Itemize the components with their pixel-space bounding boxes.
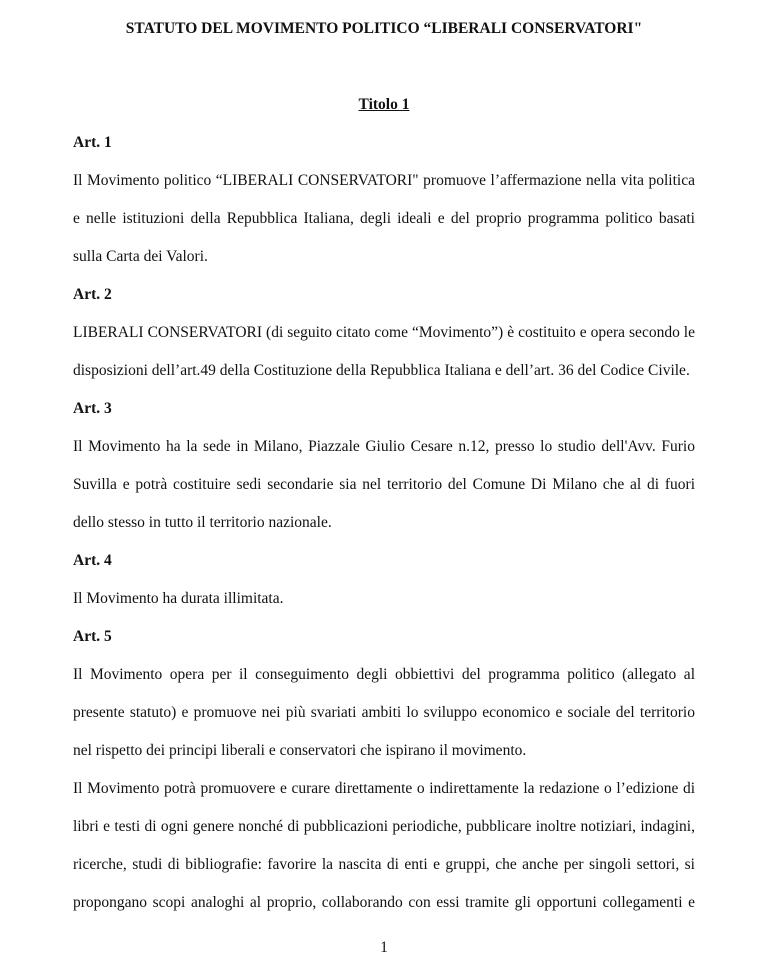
article-heading: Art. 5 xyxy=(73,628,112,645)
body-line: disposizioni dell’art.49 della Costituzione della Repubblica Italiana e dell’art. 36 del Codice Civile. xyxy=(73,362,690,379)
body-line: Il Movimento opera per il conseguimento degli obbiettivi del programma politico (allegato al xyxy=(73,666,695,683)
body-line: ricerche, studi di bibliografie: favorire la nascita di enti e gruppi, che anche per singoli settori, si xyxy=(73,856,695,873)
body-line: e nelle istituzioni della Repubblica Italiana, degli ideali e del proprio programma politico basati xyxy=(73,210,695,227)
document-title: STATUTO DEL MOVIMENTO POLITICO “LIBERALI CONSERVATORI" xyxy=(125,20,643,37)
body-line: dello stesso in tutto il territorio nazionale. xyxy=(73,514,332,531)
body-line: presente statuto) e promuove nei più svariati ambiti lo sviluppo economico e sociale del territorio xyxy=(73,704,695,721)
body-line: Il Movimento politico “LIBERALI CONSERVATORI" promuove l’affermazione nella vita politica xyxy=(73,172,695,189)
article-heading: Art. 2 xyxy=(73,286,112,303)
body-line: libri e testi di ogni genere nonché di pubblicazioni periodiche, pubblicare inoltre notiziari, indagini, xyxy=(73,818,695,835)
article-heading: Art. 3 xyxy=(73,400,112,417)
article-heading: Art. 4 xyxy=(73,552,112,569)
body-line: Il Movimento ha durata illimitata. xyxy=(73,590,284,607)
page-number: 1 xyxy=(380,939,388,956)
body-line: Il Movimento potrà promuovere e curare direttamente o indirettamente la redazione o l’edizione di xyxy=(73,780,695,797)
body-line: propongano scopi analoghi al proprio, collaborando con essi tramite gli opportuni collegamenti e xyxy=(73,894,695,911)
body-line: Il Movimento ha la sede in Milano, Piazzale Giulio Cesare n.12, presso lo studio dell'Avv. Furio xyxy=(73,438,695,455)
body-line: Suvilla e potrà costituire sedi secondarie sia nel territorio del Comune Di Milano che al di fuori xyxy=(73,476,695,493)
body-line: LIBERALI CONSERVATORI (di seguito citato come “Movimento”) è costituito e opera secondo le xyxy=(73,324,695,341)
body-line: nel rispetto dei principi liberali e conservatori che ispirano il movimento. xyxy=(73,742,527,759)
body-line: sulla Carta dei Valori. xyxy=(73,248,208,265)
section-title: Titolo 1 xyxy=(358,96,410,113)
article-heading: Art. 1 xyxy=(73,134,112,151)
